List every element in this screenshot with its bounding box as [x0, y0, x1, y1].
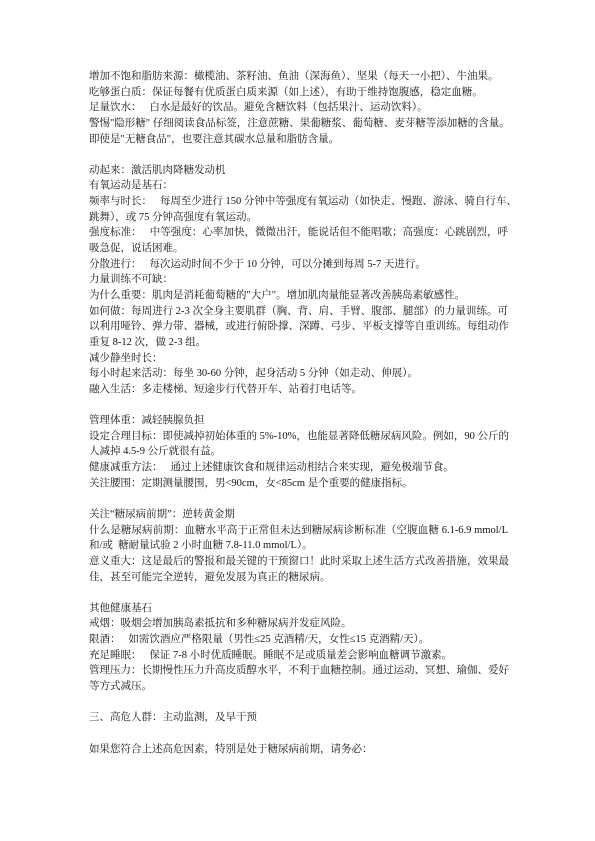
body-line: 为什么重要：肌肉是消耗葡萄糖的"大户"。增加肌肉量能显著改善胰岛素敏感性。 [89, 289, 466, 301]
body-line: 频率与时长： 每周至少进行 150 分钟中等强度有氧运动（如快走、慢跑、游泳、骑自行车、 [89, 196, 517, 208]
body-line: 即使是"无糖食品"，也要注意其碳水总量和脂肪含量。 [89, 133, 340, 145]
body-line: 关注腰围：定期测量腰围，男<90cm，女<85cm 是个重要的健康指标。 [89, 477, 413, 489]
diet-tips-block [89, 69, 508, 147]
body-line: 设定合理目标：即使减掉初始体重的 5%-10%，也能显著降低糖尿病风险。例如，90 公斤的 [89, 430, 509, 442]
prediabetes-block [89, 507, 508, 585]
body-line: 强度标准： 中等强度：心率加快，微微出汗，能说话但不能唱歌；高强度：心跳剧烈，呼 [89, 227, 508, 239]
subheading-line: 力量训练不可缺： [89, 274, 173, 286]
body-line: 和/或 糖耐量试验 2 小时血糖 7.8-11.0 mmol/L）。 [89, 540, 313, 552]
body-line: 健康减重方法： 通过上述健康饮食和规律运动相结合来实现，避免极端节食。 [89, 462, 454, 474]
body-line: 管理压力：长期慢性压力升高皮质醇水平，不利于血糖控制。通过运动、冥想、瑜伽、爱好 [89, 665, 509, 677]
body-line: 意义重大：这是最后的警报和最关键的干预窗口！此时采取上述生活方式改善措施，效果最 [89, 555, 509, 567]
body-line: 佳，甚至可能完全逆转，避免发展为真正的糖尿病。 [89, 571, 331, 583]
body-line: 吃够蛋白质：保证每餐有优质蛋白质来源（如上述），有助于维持饱腹感，稳定血糖。 [89, 86, 483, 98]
body-line: 增加不饱和脂肪来源：橄榄油、茶籽油、鱼油（深海鱼）、坚果（每天一小把）、牛油果。 [89, 71, 499, 82]
section-heading: 其他健康基石 [89, 602, 152, 614]
blank-line [89, 397, 508, 413]
body-line: 等方式减压。 [89, 680, 152, 692]
body-line: 充足睡眠： 保证 7-8 小时优质睡眠。睡眠不足或质量差会影响血糖调节激素。 [89, 649, 453, 661]
blank-line [89, 726, 508, 742]
section-three-intro: 如果您符合上述高危因素，特别是处于糖尿病前期，请务必： [89, 743, 373, 755]
body-line: 戒烟：吸烟会增加胰岛素抵抗和多种糖尿病并发症风险。 [89, 618, 352, 630]
blank-line [89, 585, 508, 601]
section-heading: 关注“糖尿病前期”：逆转黄金期 [89, 508, 235, 520]
body-line: 融入生活：多走楼梯、短途步行代替开车、站着打电话等。 [89, 383, 362, 395]
blank-line [89, 695, 508, 711]
body-line: 限酒： 如需饮酒应严格限量（男性≤25 克酒精/天，女性≤15 克酒精/天）。 [89, 634, 430, 646]
blank-line [89, 147, 508, 163]
body-line: 吸急促，说话困难。 [89, 243, 184, 255]
other-foundations-block [89, 601, 508, 695]
section-three-heading: 三、高危人群：主动监测，及早干预 [89, 712, 257, 724]
body-line: 什么是糖尿病前期：血糖水平高于正常但未达到糖尿病诊断标准（空腹血糖 6.1-6.9 mmol/L [89, 524, 508, 536]
body-line: 分散进行： 每次运动时间不少于 10 分钟，可以分摊到每周 5-7 天进行。 [89, 258, 426, 270]
body-line: 以利用哑铃、弹力带、器械，或进行俯卧撑、深蹲、弓步、平板支撑等自重训练。每组动作 [89, 321, 509, 333]
document-page [89, 69, 517, 757]
section-heading: 动起来：激活肌肉降糖发动机 [89, 164, 226, 176]
body-line: 警惕"隐形糖" 仔细阅读食品标签，注意蔗糖、果葡糖浆、葡萄糖、麦芽糖等添加糖的含量。 [89, 117, 510, 129]
body-line: 足量饮水： 白水是最好的饮品。避免含糖饮料（包括果汁、运动饮料）。 [89, 102, 428, 114]
body-line: 跳舞），或 75 分钟高强度有氧运动。 [89, 211, 257, 223]
weight-block [89, 413, 508, 491]
body-line: 如何做：每周进行 2-3 次全身主要肌群（胸、背、肩、手臂、腹部、腿部）的力量训练。可 [89, 305, 508, 317]
body-line: 人减掉 4.5-9 公斤就很有益。 [89, 446, 222, 458]
subheading-line: 有氧运动是基石： [89, 180, 173, 192]
blank-line [89, 491, 508, 507]
body-line: 重复 8-12 次，做 2-3 组。 [89, 336, 207, 348]
section-heading: 管理体重：减轻胰腺负担 [89, 415, 205, 427]
exercise-block [89, 163, 517, 398]
subheading-line: 减少静坐时长： [89, 352, 163, 364]
body-line: 每小时起来活动：每坐 30-60 分钟，起身活动 5 分钟（如走动、伸展）。 [89, 368, 418, 380]
